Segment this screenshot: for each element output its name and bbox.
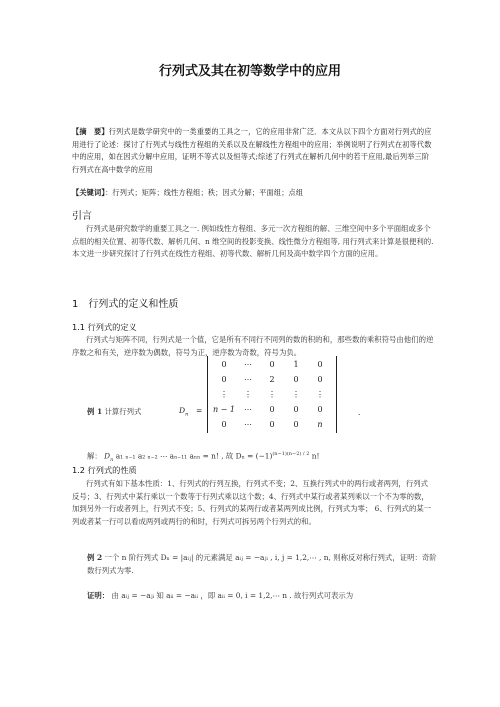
- matrix-table: [212, 357, 332, 432]
- proof: [87, 590, 437, 603]
- matrix-cell: ⋯: [244, 375, 252, 384]
- matrix-row: [212, 372, 332, 387]
- matrix-cell: ⋮: [268, 390, 276, 399]
- matrix-cell: 0: [317, 360, 323, 369]
- example2-label: 例 2: [87, 553, 103, 562]
- solution-exponent: (n−1)(n−2) / 2: [272, 451, 310, 457]
- paper-title: 行列式及其在初等数学中的应用: [158, 64, 341, 79]
- matrix-cell: ⋮: [220, 390, 228, 399]
- matrix-cell: 0: [269, 420, 275, 429]
- matrix-cell: 1: [293, 360, 299, 369]
- example1-symbol-sub: n: [185, 411, 189, 418]
- matrix-row: [212, 357, 332, 372]
- example1-end: .: [358, 408, 361, 417]
- keywords-text: ：行列式；矩阵；线性方程组；秩；因式分解；平面组；点组: [105, 188, 304, 197]
- matrix-row: [212, 402, 332, 417]
- matrix-cell: n − 1: [212, 405, 236, 414]
- example1-symbol-letter: D: [179, 406, 186, 415]
- matrix-row: [212, 417, 332, 432]
- proof-label: 证明：: [87, 591, 110, 600]
- matrix-row: [212, 387, 332, 402]
- example1-equals: =: [196, 406, 203, 415]
- abstract-label: 【摘 要】: [72, 127, 109, 136]
- section12-text: 行列式有如下基本性质：1、行列式的行列互换，行列式不变；2、互换行列式中的两行或者两列，行列式反号；3、行列式中某行乘以一个数等于行列式乘以这个数；4、行列式中某行或者某列乘以一个不为零的数，加到另外一行或者列上，行列式不变；5、行列式的某两行或者某两列成比例，行列式为零； 6、行列式的某一列或者某一行可以看成两列或两行的和时，行列式可拆另两个行列式的和。: [72, 479, 432, 526]
- intro-body: [72, 223, 434, 261]
- matrix-cell: 0: [317, 375, 323, 384]
- example1-symbol: [179, 406, 188, 418]
- matrix-cell: ⋯: [244, 405, 252, 414]
- matrix-cell: 0: [293, 375, 299, 384]
- solution-d: D: [104, 451, 111, 461]
- solution-d-sub: n: [110, 456, 114, 463]
- keywords: [72, 187, 434, 200]
- section12-body: [72, 478, 434, 528]
- matrix-cell: 2: [269, 375, 275, 384]
- matrix-cell: ⋯: [244, 420, 252, 429]
- solution-label: 解：: [87, 451, 102, 461]
- intro-heading: 引言: [72, 211, 92, 222]
- matrix-cell: n: [317, 420, 323, 429]
- matrix-cell: ⋮: [292, 390, 300, 399]
- proof-text: 由 aᵢⱼ = −aⱼᵢ 知 aᵢᵢ = −aᵢᵢ ，即 aᵢᵢ = 0, i = 1,2,⋯ n . 故行列式可表示为: [111, 591, 354, 600]
- matrix-cell: 0: [221, 420, 227, 429]
- matrix-cell: 0: [269, 405, 275, 414]
- section1-heading: 1 行列式的定义和性质: [72, 299, 179, 310]
- example1-line: [87, 406, 141, 419]
- example1-text: 计算行列式: [104, 407, 142, 416]
- matrix-cell: 0: [221, 375, 227, 384]
- matrix-cell: 0: [317, 405, 323, 414]
- matrix-cell: ⋯: [244, 360, 252, 369]
- abstract: [72, 126, 434, 176]
- keywords-label: 【关键词】: [72, 188, 106, 197]
- example2: [87, 552, 437, 577]
- matrix-cell: 0: [269, 360, 275, 369]
- abstract-text: 行列式是数学研究中的一类重要的工具之一，它的应用非常广泛．本文从以下四个方面对行列式的应用进行了论述：探讨了行列式与线性方程组的关系以及在解线性方程组中的应用；举例说明了行列式在初等代数中的应用，如在因式分解中应用，证明不等式以及恒等式;综述了行列式在解析几何中的若干应用,最后列举三阶行列式在高中数学的应用: [72, 127, 432, 174]
- section12-heading: 1.2 行列式的性质: [72, 465, 137, 475]
- example1-label: 例 1: [87, 407, 103, 416]
- matrix-cell: 0: [293, 420, 299, 429]
- example2-text: 一个 n 阶行列式 Dₙ = |aᵢⱼ| 的元素满足 aᵢⱼ = −aⱼᵢ , i, j = 1,2,⋯ , n, 则称反对称行列式，证明：奇阶数行列式为零.: [87, 553, 437, 575]
- determinant-matrix: [207, 356, 337, 433]
- section11-heading: 1.1 行列式的定义: [72, 322, 137, 332]
- solution-line: [87, 448, 447, 467]
- matrix-cell: ⋮: [244, 390, 252, 399]
- intro-text: 行列式是研究数学的重要工具之一. 例如线性方程组、多元一次方程组的解、三维空间中多个平面组或多个点组的相关位置、初等代数、解析几何、n 维空间的投影变换、线性微分方程组等, 用行列式来计算是很便利的. 本文进一步研究探讨了行列式在线性方程组、初等代数、解析几何及高中数学四个方面的应用。: [72, 224, 434, 259]
- matrix-cell: 0: [293, 405, 299, 414]
- solution-tail: n!: [311, 451, 320, 461]
- matrix-cell: 0: [221, 360, 227, 369]
- section11-text: 行列式与矩阵不同，行列式是一个值，它是所有不同行不同列的数的积的和，那些数的乘积符号由他们的逆序数之和有关，逆序数为偶数，符号为正，逆序数为奇数，符号为负。: [72, 335, 434, 357]
- matrix-cell: ⋮: [316, 390, 324, 399]
- solution-expr: a₁ ₙ₋₁ a₂ ₙ₋₂ ⋯ aₙ₋₁₁ aₙₙ = n! , 故 Dₙ = (−1): [115, 451, 273, 461]
